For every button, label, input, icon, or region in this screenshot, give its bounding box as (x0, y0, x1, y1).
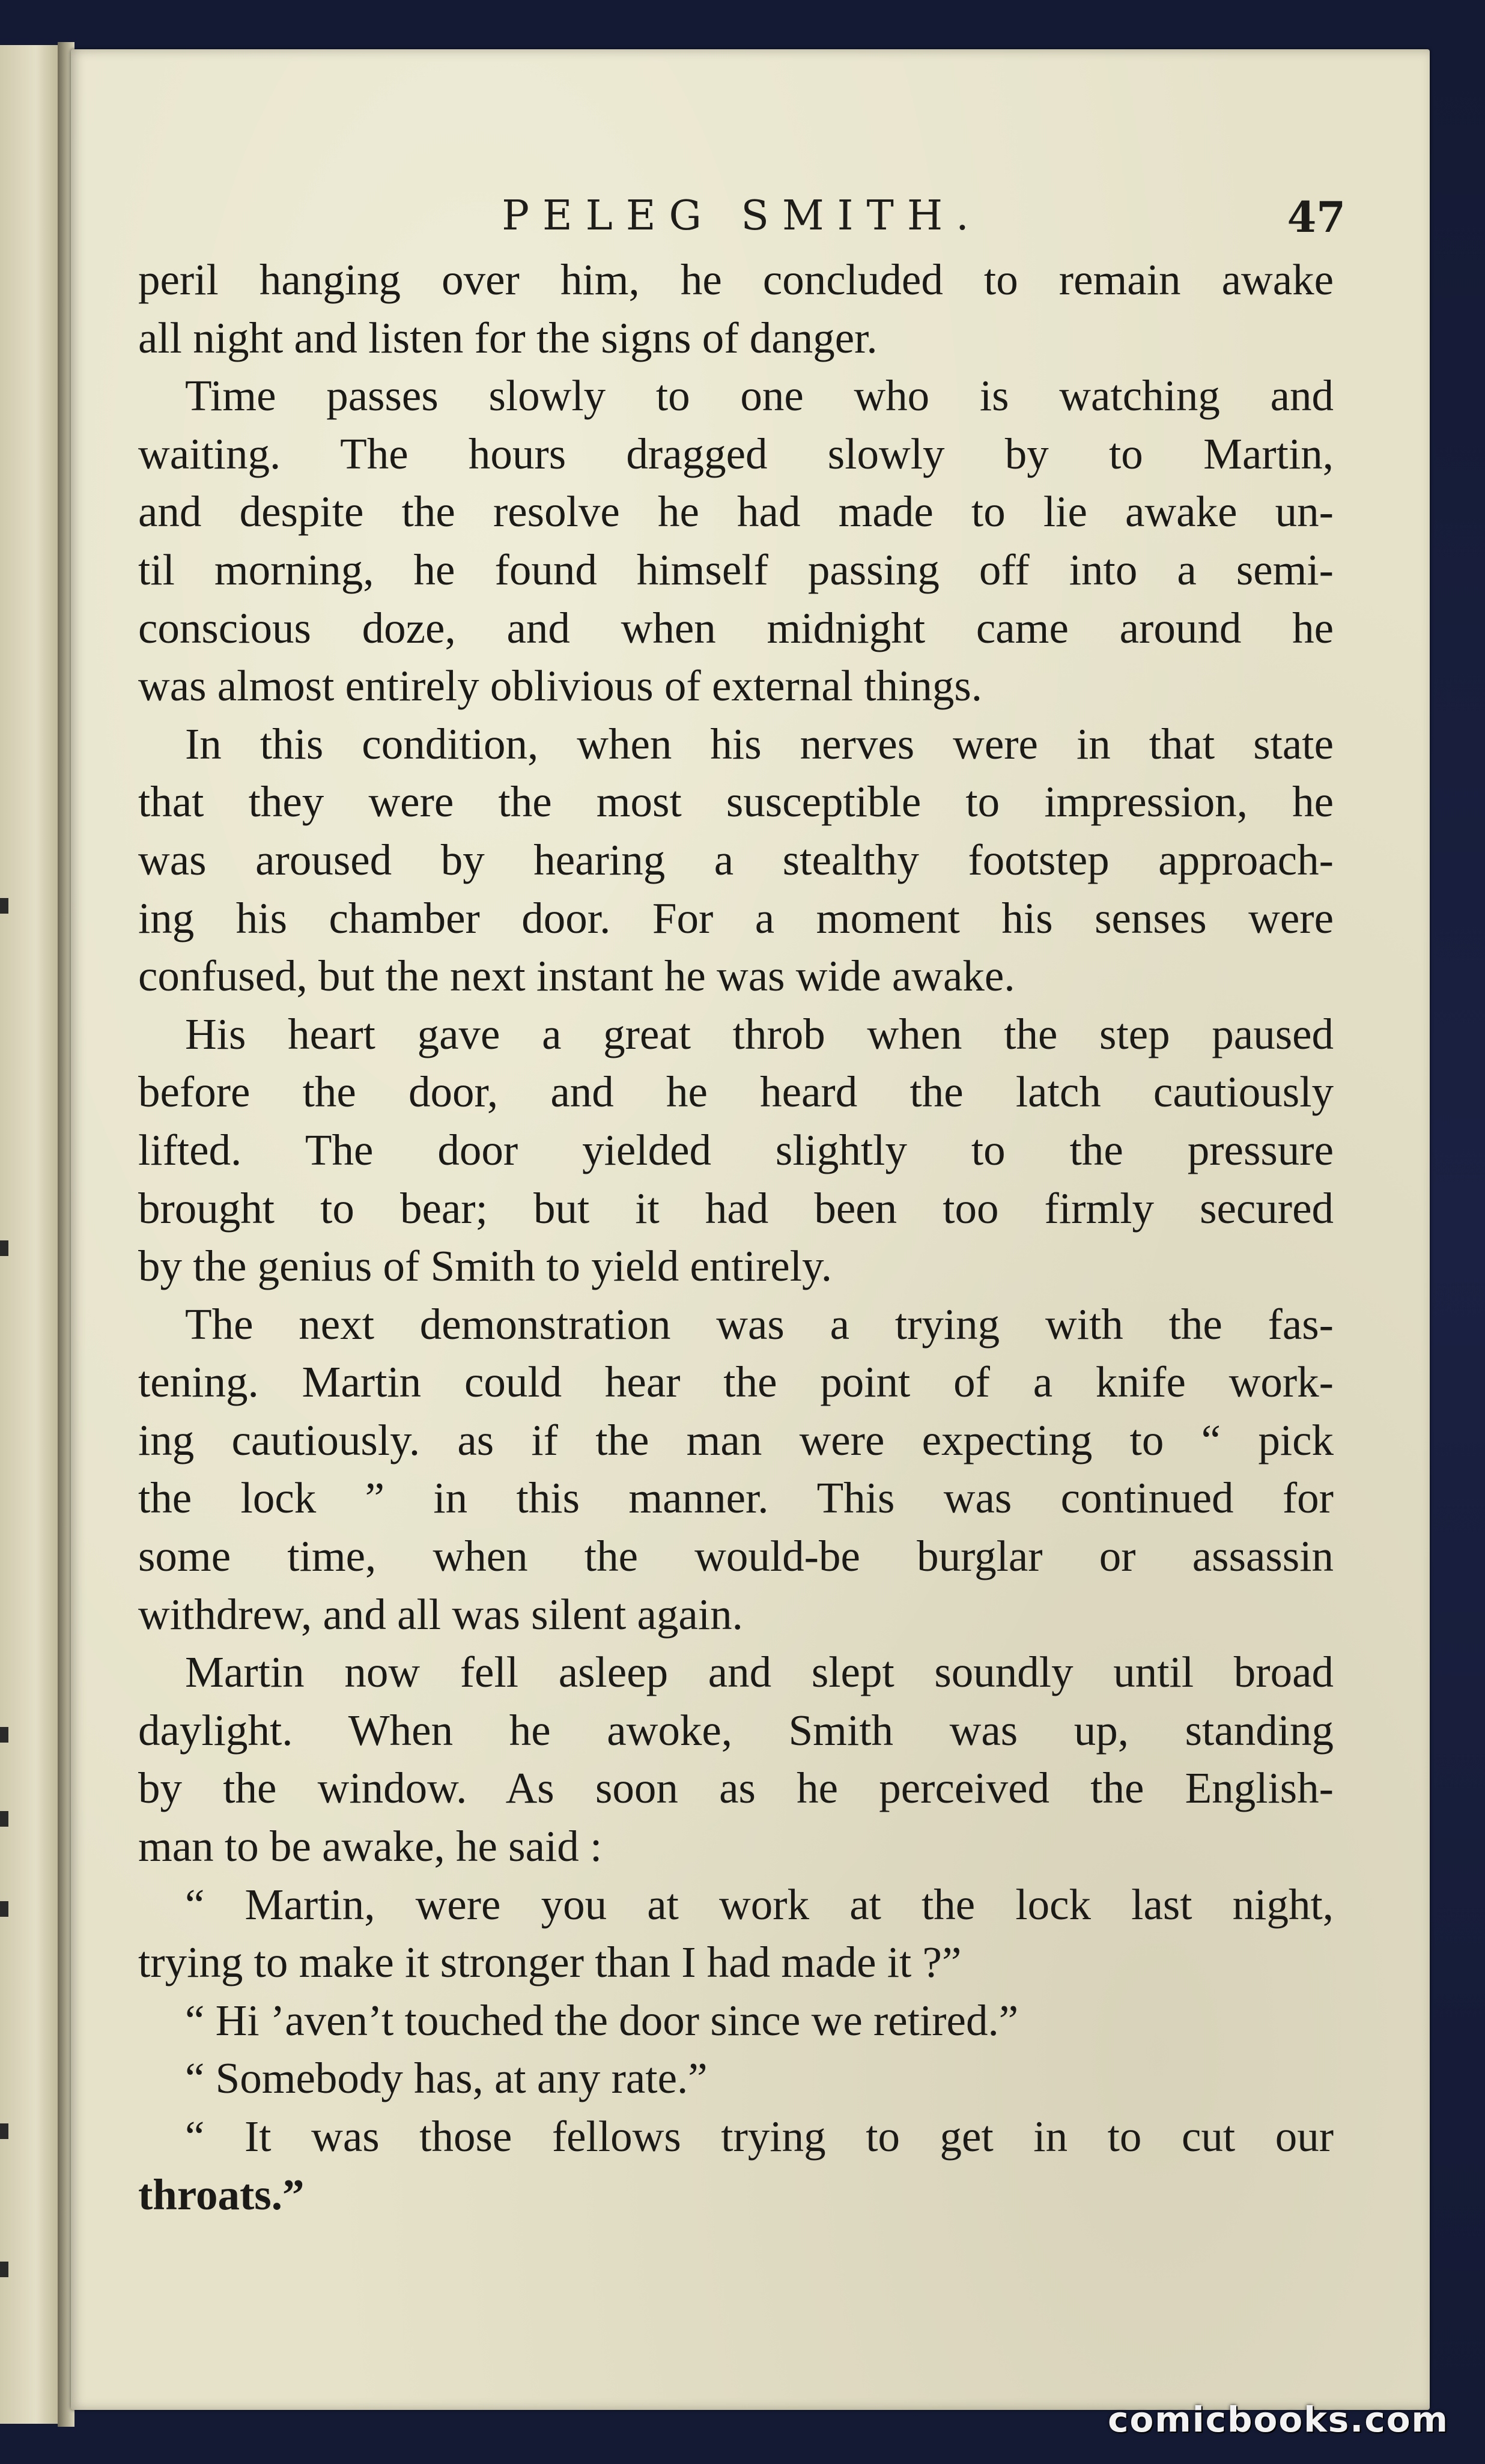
watermark-logo: comicbooks.com (1108, 2399, 1449, 2440)
text-line: waiting. The hours dragged slowly by to Martin, (138, 429, 1334, 478)
text-line: by the genius of Smith to yield entirely. (138, 1242, 832, 1291)
margin-mark (0, 2123, 8, 2139)
text-line: lifted. The door yielded slightly to the pressure (138, 1125, 1334, 1174)
text-line: man to be awake, he said : (138, 1822, 603, 1871)
text-line: Martin now fell asleep and slept soundly until broad (185, 1648, 1334, 1697)
text-line: ing his chamber door. For a moment his senses were (138, 893, 1334, 942)
margin-mark (0, 2262, 8, 2277)
text-line: trying to make it stronger than I had made it ?” (138, 1938, 962, 1987)
body-text (138, 251, 1334, 2224)
text-line: daylight. When he awoke, Smith was up, standing (138, 1705, 1334, 1755)
text-line: some time, when the would-be burglar or assassin (138, 1532, 1334, 1581)
text-line: was aroused by hearing a stealthy footstep approach- (138, 835, 1334, 884)
text-line: by the window. As soon as he perceived the English- (138, 1764, 1334, 1813)
text-line: that they were the most susceptible to impression, he (138, 777, 1334, 827)
text-line: confused, but the next instant he was wide awake. (138, 951, 1015, 1001)
margin-mark (0, 1240, 8, 1256)
margin-mark (0, 1727, 8, 1743)
text-line: throats.” (138, 2170, 305, 2219)
text-line: all night and listen for the signs of danger. (138, 313, 878, 362)
text-line: Time passes slowly to one who is watching and (185, 371, 1334, 420)
running-head (138, 192, 1346, 258)
text-line: His heart gave a great throb when the step paused (185, 1009, 1334, 1058)
text-line: the lock ” in this manner. This was continued for (138, 1473, 1334, 1523)
margin-mark (0, 1811, 8, 1827)
text-line: and despite the resolve he had made to lie awake un- (138, 487, 1334, 536)
running-head-title: PELEG SMITH. (502, 192, 982, 240)
facing-page-edge (0, 45, 62, 2424)
text-line: “ Somebody has, at any rate.” (185, 2054, 708, 2103)
text-line: brought to bear; but it had been too firmly secured (138, 1183, 1334, 1233)
text-line: peril hanging over him, he concluded to remain awake (138, 255, 1334, 304)
text-line: conscious doze, and when midnight came around he (138, 603, 1334, 652)
book-page (71, 49, 1430, 2410)
text-line: “ Hi ’aven’t touched the door since we retired.” (185, 1995, 1019, 2045)
text-line: tening. Martin could hear the point of a knife work- (138, 1358, 1334, 1407)
text-line: “ It was those fellows trying to get in to cut our (185, 2112, 1334, 2161)
text-line: The next demonstration was a trying with the fas- (185, 1299, 1334, 1349)
text-line: ing cautiously. as if the man were expecting to “ pick (138, 1415, 1334, 1464)
page-number: 47 (1287, 192, 1346, 242)
margin-mark (0, 1901, 8, 1917)
text-line: “ Martin, were you at work at the lock last night, (185, 1880, 1334, 1929)
text-line: In this condition, when his nerves were in that state (185, 719, 1334, 768)
text-line: was almost entirely oblivious of external things. (138, 661, 983, 711)
margin-mark (0, 898, 8, 914)
text-line: withdrew, and all was silent again. (138, 1589, 743, 1639)
text-line: til morning, he found himself passing off into a semi- (138, 545, 1334, 594)
text-line: before the door, and he heard the latch cautiously (138, 1067, 1334, 1117)
